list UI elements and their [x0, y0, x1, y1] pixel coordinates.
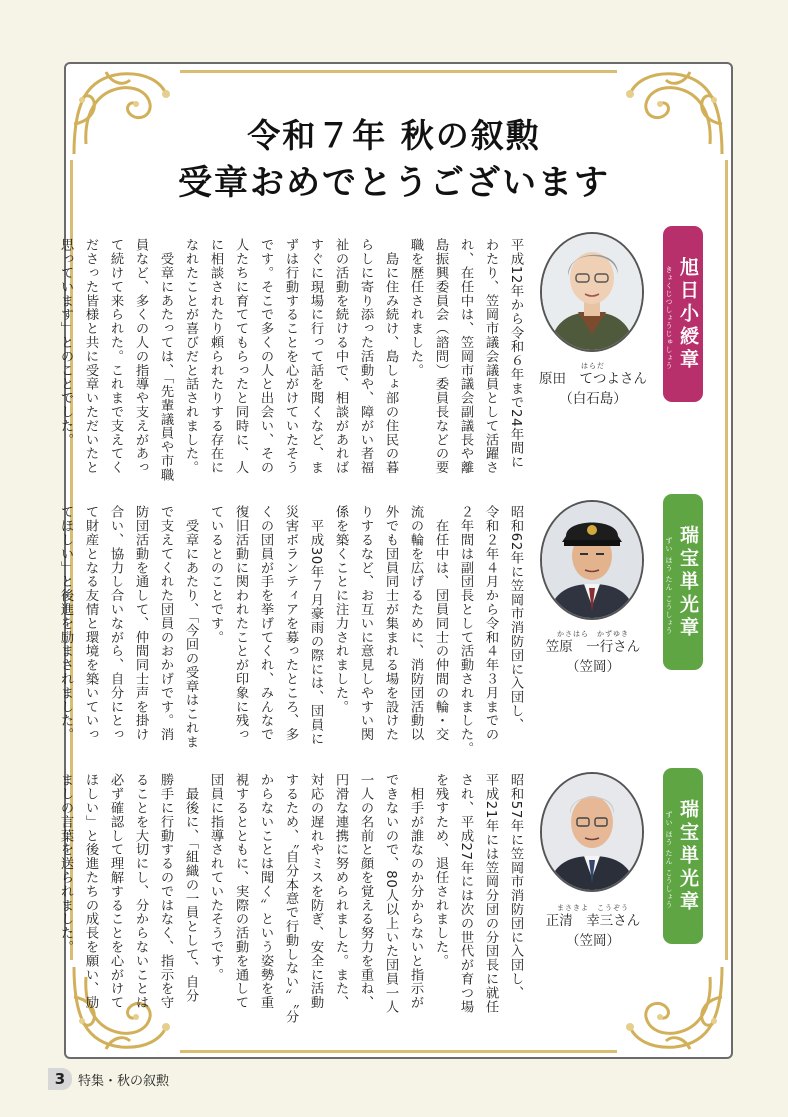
section-label: 特集・秋の叙勲 [78, 1073, 170, 1089]
page-number: 3 [48, 1068, 72, 1090]
name-ruby-1: はらだ [581, 362, 605, 370]
award-ruby-3: ずい ほう たん こうしょう [665, 811, 673, 909]
award-name-2: 瑞宝単光章 [677, 524, 699, 640]
award-badge-2 [663, 494, 703, 670]
person-portrait-icon [542, 234, 642, 350]
person-portrait-icon [542, 774, 642, 890]
page-title: 令和７年 秋の叙勲 [247, 116, 541, 155]
recipient-place-3: （笠岡） [566, 933, 620, 949]
recipient-name-2 [528, 630, 658, 656]
award-name-1: 旭日小綬章 [677, 256, 699, 372]
person-portrait-icon [542, 502, 642, 618]
article-text-1: 平成12年から令和６年まで24年間に わたり、笠岡市議会議員として活躍さ れ、在任中は、笠岡市議会副議長や離 島振興委員会（諮問）委員長などの要 職を歴任されました。 島に住み続け、島しょ部の住民の暮 らしに寄り添った活動や、障がい者福 祉の活動を続ける中で、相談があれば すぐに現場に行って話を聞くなど、ま ずは行動することを心がけていたそう です。そこで多くの人と出会い、その 人たちに育ててもらったと同時に、人 に相談されたり頼られたりする存在に なれたことが喜びだと話されました。 受章にあたっては、「先輩議員や市職 員など、多くの人の指導や支えがあっ て続けて来られた。これまで支えてく ださった皆様と共に受章いただいたと 思っています」とのことでした。 [58, 238, 523, 482]
recipient-place-2: （笠岡） [566, 659, 620, 675]
award-name-3: 瑞宝単光章 [677, 798, 699, 914]
name-ruby-2: かさはら かずゆき [557, 630, 629, 638]
recipient-place-1: （白石島） [559, 391, 627, 407]
recipient-name-1 [528, 362, 658, 388]
name-text-2: 笠原 一行さん [545, 639, 641, 655]
award-badge-3 [663, 768, 703, 944]
recipient-name-3 [528, 904, 658, 930]
page-footer [48, 1068, 169, 1090]
name-ruby-3: まさきよ こうぞう [557, 904, 629, 912]
page-subtitle: 受章おめでとうございます [178, 163, 610, 203]
gold-border-top [180, 70, 617, 73]
portrait-1 [540, 232, 644, 352]
portrait-2 [540, 500, 644, 620]
name-text-1: 原田 てつよさん [539, 371, 647, 387]
award-badge-1 [663, 226, 703, 402]
gold-border-bottom [180, 1050, 617, 1053]
portrait-3 [540, 772, 644, 892]
article-text-2: 昭和62年に笠岡市消防団に入団し、 令和２年４月から令和４年３月までの ２年間は副団長として活動されました。 在任中は、団員同士の仲間の輪・交 流の輪を広げるために、消防団活動以 外でも団員同士が集まれる場を設けた りするなど、お互いに意見しやすい関 係を築くことに注力されました。 平成30年７月豪雨の際には、団員に 災害ボランティアを募ったところ、多 くの団員が手を挙げてくれ、みんなで 復旧活動に関われたことが印象に残っ ているとのことです。 受章にあたり、「今回の受章はこれま で支えてくれた団員のおかげです。消 防団活動を通して、仲間同士声を掛け 合い、協力し合いながら、自分にとっ て財産となる友情と環境を築いていっ てほしい」と後進を励まされました。 [58, 505, 523, 756]
article-text-3: 昭和57年に笠岡市消防団に入団し、 平成21年には笠岡分団の分団長に就任 され、平成27年には次の世代が育つ場 を残すため、退任されました。 相手が誰なのか分からないと指示が できないので、80人以上いた団員一人 一人の名前と顔を覚える努力を重ね、 円滑な連携に努められました。また、 対応の遅れやミスを防ぎ、安全に活動 するため、〝自分本意で行動しない〟〝分 からないことは聞く〟という姿勢を重 視するとともに、実際の活動を通して 団員に指導されていたそうです。 最後に、「組織の一員として、自分 勝手に行動するのではなく、指示を守 ることを大切にし、分からないことは 必ず確認して理解することを心がけて ほしい」と後進たちの成長を願い、励 ましの言葉を送られました。 [58, 773, 523, 1024]
award-ruby-1: きょくじつしょうじゅしょう [665, 266, 673, 370]
corner-ornament-icon [620, 962, 730, 1057]
name-text-3: 正清 幸三さん [545, 913, 641, 929]
gold-border-right [725, 160, 728, 960]
award-ruby-2: ずい ほう たん こうしょう [665, 537, 673, 635]
